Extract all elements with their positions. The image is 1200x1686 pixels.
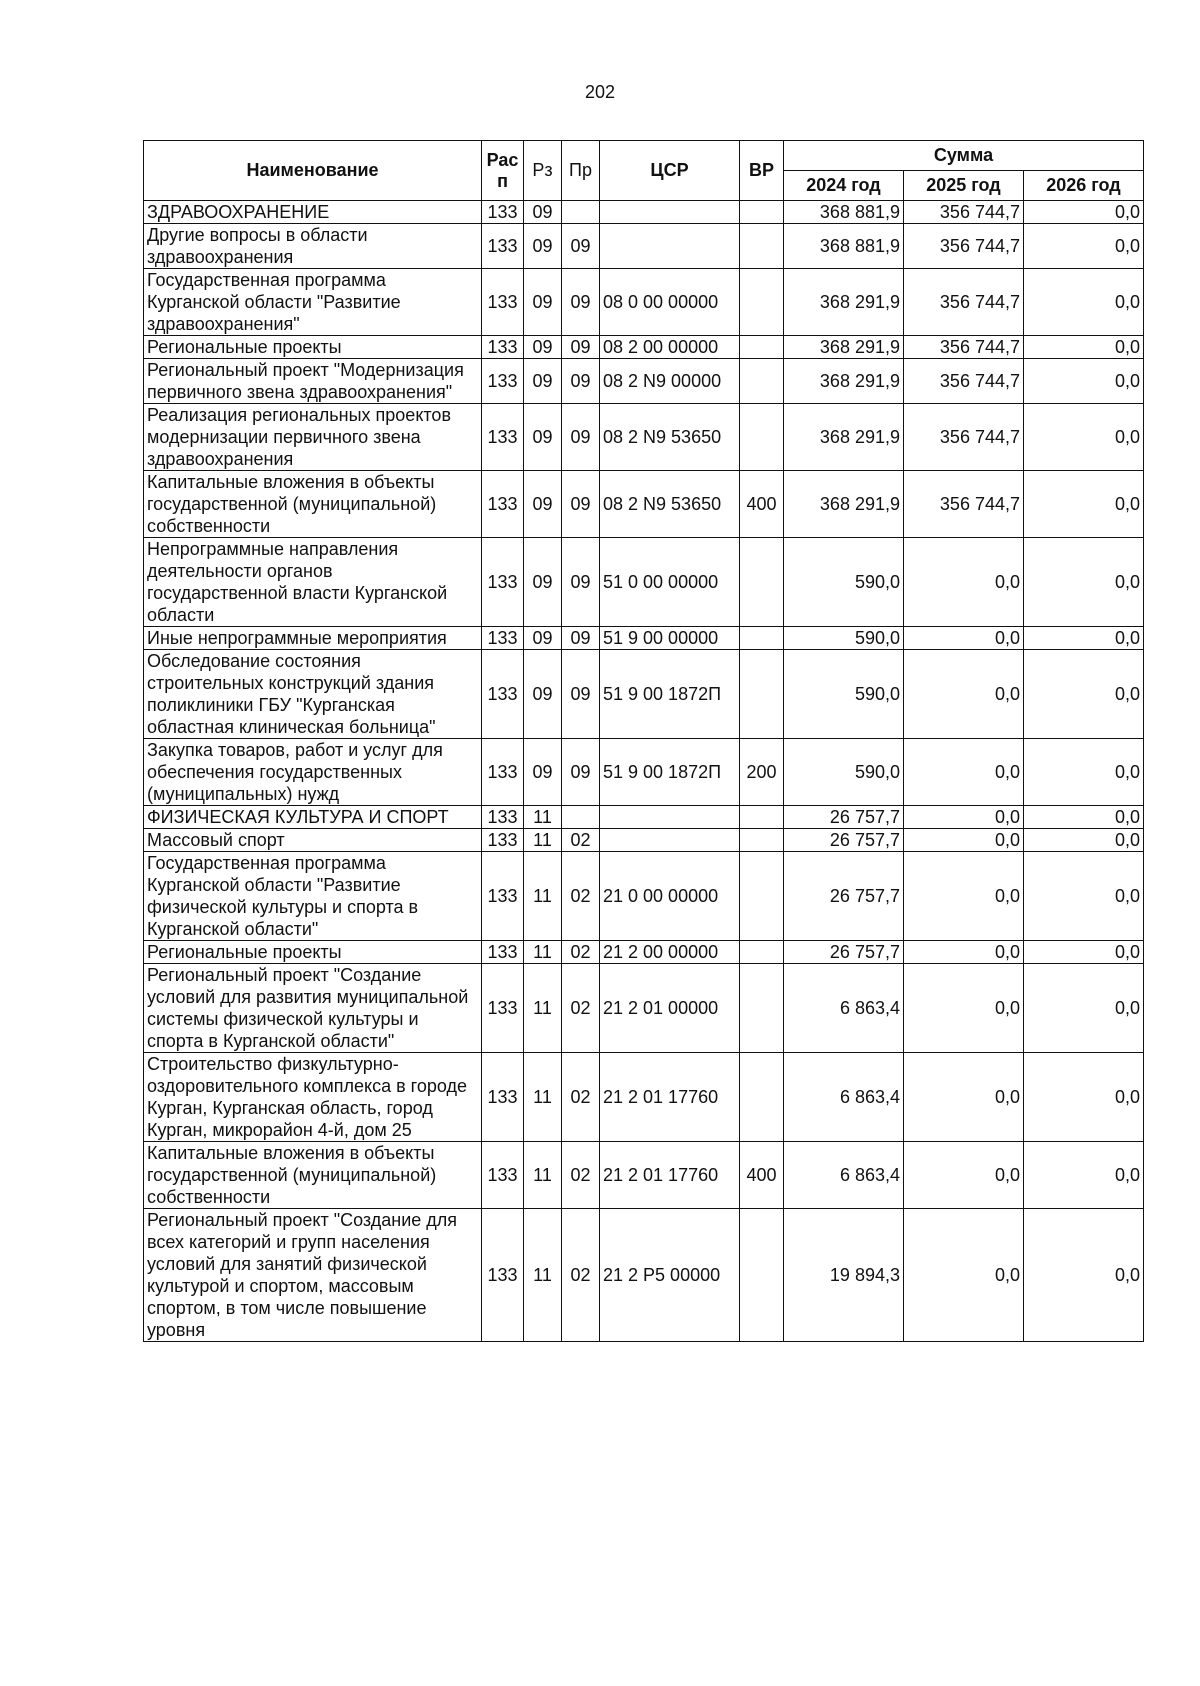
cell-vr (740, 538, 784, 627)
cell-pr: 02 (562, 1142, 600, 1209)
cell-rz: 11 (524, 964, 562, 1053)
cell-csr: 08 2 N9 00000 (600, 359, 740, 404)
budget-table (143, 140, 1144, 1342)
cell-sum-2025: 0,0 (904, 739, 1024, 806)
header-csr: ЦСР (600, 141, 740, 201)
cell-sum-2024: 26 757,7 (784, 806, 904, 829)
cell-sum-2024: 590,0 (784, 650, 904, 739)
cell-csr (600, 224, 740, 269)
cell-pr: 09 (562, 359, 600, 404)
cell-name: Региональный проект "Создание для всех категорий и групп населения условий для занятий физической культурой и спортом, массовым спортом, в том числе повышение уровня (144, 1209, 482, 1342)
table-row (144, 404, 1144, 471)
cell-sum-2026: 0,0 (1024, 964, 1144, 1053)
cell-sum-2026: 0,0 (1024, 201, 1144, 224)
cell-pr: 02 (562, 829, 600, 852)
cell-rz: 09 (524, 201, 562, 224)
cell-vr (740, 964, 784, 1053)
header-pr: Пр (562, 141, 600, 201)
cell-name: Капитальные вложения в объекты государственной (муниципальной) собственности (144, 471, 482, 538)
cell-sum-2026: 0,0 (1024, 1209, 1144, 1342)
table-row (144, 806, 1144, 829)
cell-csr: 51 0 00 00000 (600, 538, 740, 627)
cell-sum-2026: 0,0 (1024, 941, 1144, 964)
cell-rasp: 133 (482, 269, 524, 336)
cell-csr: 08 2 N9 53650 (600, 404, 740, 471)
cell-name: Капитальные вложения в объекты государственной (муниципальной) собственности (144, 1142, 482, 1209)
cell-pr: 09 (562, 538, 600, 627)
table-row (144, 829, 1144, 852)
cell-rasp: 133 (482, 829, 524, 852)
cell-rz: 09 (524, 471, 562, 538)
cell-rasp: 133 (482, 964, 524, 1053)
cell-name: Другие вопросы в области здравоохранения (144, 224, 482, 269)
cell-sum-2026: 0,0 (1024, 359, 1144, 404)
cell-name: Региональные проекты (144, 941, 482, 964)
cell-rasp: 133 (482, 941, 524, 964)
cell-name: Непрограммные направления деятельности органов государственной власти Курганской области (144, 538, 482, 627)
cell-rz: 11 (524, 829, 562, 852)
cell-sum-2025: 0,0 (904, 806, 1024, 829)
cell-csr (600, 806, 740, 829)
cell-sum-2024: 6 863,4 (784, 964, 904, 1053)
cell-sum-2024: 368 291,9 (784, 336, 904, 359)
cell-sum-2025: 0,0 (904, 964, 1024, 1053)
cell-pr: 02 (562, 941, 600, 964)
cell-sum-2024: 368 881,9 (784, 224, 904, 269)
cell-sum-2025: 356 744,7 (904, 471, 1024, 538)
cell-sum-2025: 0,0 (904, 941, 1024, 964)
table-row (144, 538, 1144, 627)
cell-sum-2025: 0,0 (904, 650, 1024, 739)
cell-sum-2024: 26 757,7 (784, 829, 904, 852)
cell-rz: 11 (524, 852, 562, 941)
cell-vr (740, 806, 784, 829)
cell-sum-2024: 26 757,7 (784, 852, 904, 941)
cell-rasp: 133 (482, 650, 524, 739)
header-rz: Рз (524, 141, 562, 201)
cell-sum-2026: 0,0 (1024, 739, 1144, 806)
cell-rasp: 133 (482, 739, 524, 806)
cell-csr: 08 2 00 00000 (600, 336, 740, 359)
table-header (144, 141, 1144, 201)
cell-rasp: 133 (482, 538, 524, 627)
cell-pr: 02 (562, 852, 600, 941)
cell-vr (740, 1209, 784, 1342)
cell-vr (740, 359, 784, 404)
cell-vr: 400 (740, 471, 784, 538)
cell-name: Реализация региональных проектов модернизации первичного звена здравоохранения (144, 404, 482, 471)
cell-sum-2025: 0,0 (904, 1053, 1024, 1142)
cell-sum-2024: 26 757,7 (784, 941, 904, 964)
cell-csr: 21 2 P5 00000 (600, 1209, 740, 1342)
cell-pr: 09 (562, 650, 600, 739)
cell-sum-2025: 356 744,7 (904, 269, 1024, 336)
cell-sum-2025: 0,0 (904, 1209, 1024, 1342)
cell-rz: 09 (524, 538, 562, 627)
cell-sum-2026: 0,0 (1024, 806, 1144, 829)
cell-sum-2026: 0,0 (1024, 650, 1144, 739)
cell-csr: 21 0 00 00000 (600, 852, 740, 941)
cell-sum-2025: 356 744,7 (904, 336, 1024, 359)
cell-vr (740, 404, 784, 471)
cell-rz: 11 (524, 941, 562, 964)
cell-sum-2026: 0,0 (1024, 336, 1144, 359)
cell-rasp: 133 (482, 471, 524, 538)
cell-csr: 08 2 N9 53650 (600, 471, 740, 538)
cell-sum-2026: 0,0 (1024, 1053, 1144, 1142)
cell-vr (740, 852, 784, 941)
header-sum: Сумма (784, 141, 1144, 171)
cell-pr (562, 806, 600, 829)
cell-vr (740, 269, 784, 336)
cell-pr (562, 201, 600, 224)
cell-rz: 11 (524, 806, 562, 829)
cell-sum-2024: 368 291,9 (784, 359, 904, 404)
cell-vr (740, 650, 784, 739)
cell-rasp: 133 (482, 1053, 524, 1142)
cell-rz: 09 (524, 404, 562, 471)
cell-vr: 200 (740, 739, 784, 806)
cell-sum-2025: 356 744,7 (904, 224, 1024, 269)
cell-vr: 400 (740, 1142, 784, 1209)
cell-csr: 21 2 00 00000 (600, 941, 740, 964)
cell-name: Региональный проект "Создание условий для развития муниципальной системы физической культуры и спорта в Курганской области" (144, 964, 482, 1053)
cell-vr (740, 941, 784, 964)
cell-vr (740, 1053, 784, 1142)
header-vr: ВР (740, 141, 784, 201)
cell-rasp: 133 (482, 224, 524, 269)
table-row (144, 471, 1144, 538)
header-name: Наименование (144, 141, 482, 201)
table-row (144, 627, 1144, 650)
cell-rz: 09 (524, 650, 562, 739)
cell-rz: 09 (524, 336, 562, 359)
cell-pr: 09 (562, 224, 600, 269)
cell-vr (740, 336, 784, 359)
cell-name: Региональные проекты (144, 336, 482, 359)
cell-sum-2024: 368 291,9 (784, 471, 904, 538)
page-number: 202 (584, 82, 616, 102)
cell-sum-2026: 0,0 (1024, 538, 1144, 627)
cell-name: Государственная программа Курганской области "Развитие здравоохранения" (144, 269, 482, 336)
cell-csr: 21 2 01 00000 (600, 964, 740, 1053)
cell-sum-2024: 368 291,9 (784, 404, 904, 471)
cell-csr: 21 2 01 17760 (600, 1142, 740, 1209)
cell-vr (740, 224, 784, 269)
cell-vr (740, 829, 784, 852)
cell-csr (600, 829, 740, 852)
table-row (144, 1142, 1144, 1209)
cell-pr: 02 (562, 1209, 600, 1342)
cell-rasp: 133 (482, 1142, 524, 1209)
cell-rasp: 133 (482, 359, 524, 404)
cell-sum-2025: 356 744,7 (904, 404, 1024, 471)
cell-sum-2025: 356 744,7 (904, 201, 1024, 224)
cell-name: Государственная программа Курганской области "Развитие физической культуры и спорта в Курганской области" (144, 852, 482, 941)
cell-sum-2024: 590,0 (784, 538, 904, 627)
cell-sum-2026: 0,0 (1024, 471, 1144, 538)
cell-rasp: 133 (482, 404, 524, 471)
cell-pr: 09 (562, 739, 600, 806)
cell-pr: 02 (562, 1053, 600, 1142)
cell-sum-2025: 0,0 (904, 852, 1024, 941)
cell-pr: 09 (562, 269, 600, 336)
cell-sum-2024: 368 291,9 (784, 269, 904, 336)
table-row (144, 359, 1144, 404)
cell-sum-2024: 6 863,4 (784, 1053, 904, 1142)
cell-rz: 09 (524, 739, 562, 806)
cell-name: Строительство физкультурно-оздоровительного комплекса в городе Курган, Курганская область, город Курган, микрорайон 4-й, дом 25 (144, 1053, 482, 1142)
cell-rz: 11 (524, 1209, 562, 1342)
table-body (144, 201, 1144, 1342)
cell-pr: 02 (562, 964, 600, 1053)
cell-sum-2024: 590,0 (784, 627, 904, 650)
cell-sum-2026: 0,0 (1024, 1142, 1144, 1209)
cell-vr (740, 201, 784, 224)
cell-sum-2025: 0,0 (904, 1142, 1024, 1209)
header-year-2025: 2025 год (904, 171, 1024, 201)
cell-csr: 08 0 00 00000 (600, 269, 740, 336)
table-row (144, 201, 1144, 224)
table-row (144, 739, 1144, 806)
table-row (144, 1053, 1144, 1142)
cell-pr: 09 (562, 404, 600, 471)
cell-sum-2025: 0,0 (904, 627, 1024, 650)
table-row (144, 964, 1144, 1053)
cell-pr: 09 (562, 627, 600, 650)
table-row (144, 941, 1144, 964)
cell-name: Обследование состояния строительных конструкций здания поликлиники ГБУ "Курганская областная клиническая больница" (144, 650, 482, 739)
cell-rz: 09 (524, 359, 562, 404)
header-rasp: Рас п (482, 141, 524, 201)
cell-sum-2024: 19 894,3 (784, 1209, 904, 1342)
cell-name: ЗДРАВООХРАНЕНИЕ (144, 201, 482, 224)
table-row (144, 336, 1144, 359)
cell-csr: 51 9 00 1872П (600, 650, 740, 739)
cell-rz: 09 (524, 224, 562, 269)
cell-pr: 09 (562, 336, 600, 359)
cell-sum-2025: 0,0 (904, 538, 1024, 627)
table-row (144, 650, 1144, 739)
cell-rasp: 133 (482, 852, 524, 941)
table-row (144, 852, 1144, 941)
cell-sum-2024: 6 863,4 (784, 1142, 904, 1209)
cell-rz: 09 (524, 269, 562, 336)
cell-name: Закупка товаров, работ и услуг для обеспечения государственных (муниципальных) нужд (144, 739, 482, 806)
cell-sum-2026: 0,0 (1024, 404, 1144, 471)
cell-rz: 09 (524, 627, 562, 650)
table-row (144, 269, 1144, 336)
cell-sum-2026: 0,0 (1024, 852, 1144, 941)
cell-name: Иные непрограммные мероприятия (144, 627, 482, 650)
cell-pr: 09 (562, 471, 600, 538)
cell-sum-2025: 356 744,7 (904, 359, 1024, 404)
cell-sum-2024: 590,0 (784, 739, 904, 806)
header-year-2026: 2026 год (1024, 171, 1144, 201)
cell-sum-2026: 0,0 (1024, 224, 1144, 269)
cell-rz: 11 (524, 1142, 562, 1209)
cell-sum-2025: 0,0 (904, 829, 1024, 852)
table-row (144, 224, 1144, 269)
cell-csr: 51 9 00 00000 (600, 627, 740, 650)
cell-sum-2026: 0,0 (1024, 269, 1144, 336)
cell-sum-2024: 368 881,9 (784, 201, 904, 224)
cell-rasp: 133 (482, 627, 524, 650)
cell-vr (740, 627, 784, 650)
cell-rasp: 133 (482, 336, 524, 359)
cell-rasp: 133 (482, 806, 524, 829)
cell-csr: 21 2 01 17760 (600, 1053, 740, 1142)
cell-name: Региональный проект "Модернизация первичного звена здравоохранения" (144, 359, 482, 404)
cell-name: Массовый спорт (144, 829, 482, 852)
cell-csr: 51 9 00 1872П (600, 739, 740, 806)
cell-csr (600, 201, 740, 224)
cell-rasp: 133 (482, 201, 524, 224)
cell-sum-2026: 0,0 (1024, 627, 1144, 650)
header-year-2024: 2024 год (784, 171, 904, 201)
cell-rz: 11 (524, 1053, 562, 1142)
cell-name: ФИЗИЧЕСКАЯ КУЛЬТУРА И СПОРТ (144, 806, 482, 829)
table-row (144, 1209, 1144, 1342)
cell-sum-2026: 0,0 (1024, 829, 1144, 852)
cell-rasp: 133 (482, 1209, 524, 1342)
